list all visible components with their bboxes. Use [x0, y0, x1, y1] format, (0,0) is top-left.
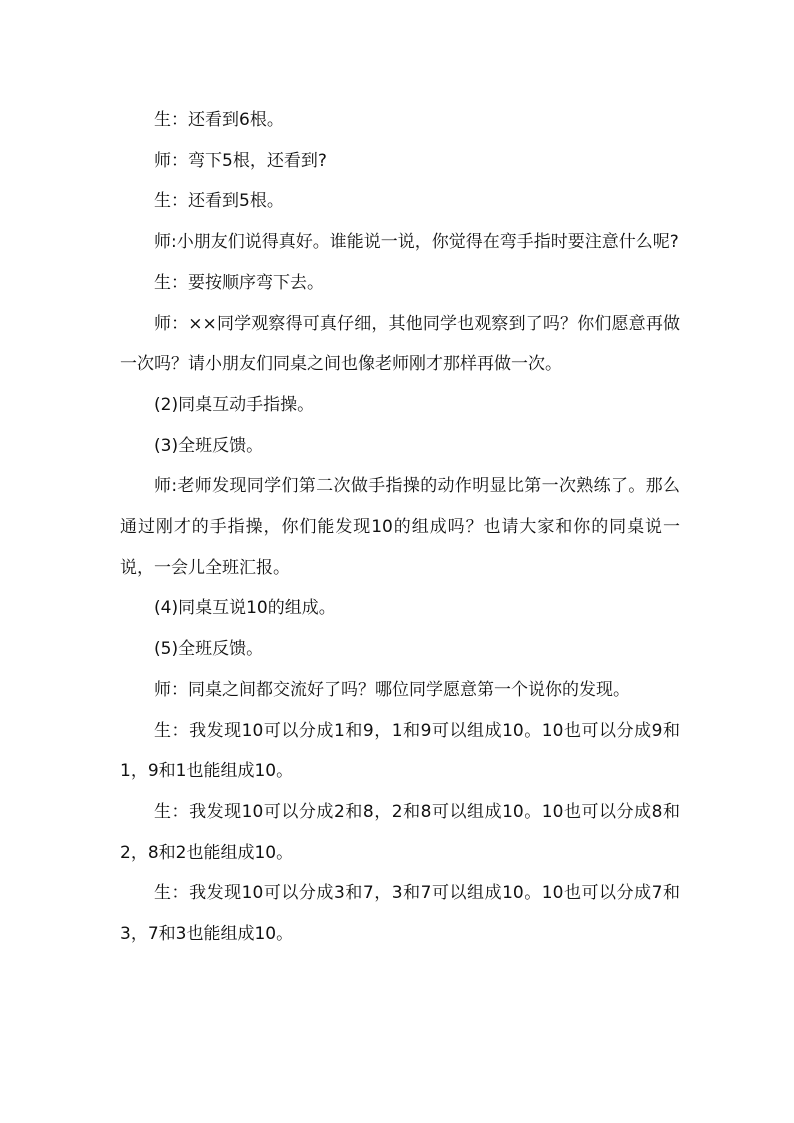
paragraph: 生：我发现10可以分成2和8，2和8可以组成10。10也可以分成8和2，8和2也能组成10。 — [120, 801, 680, 863]
paragraph: 生：要按顺序弯下去。 — [154, 272, 324, 293]
paragraph: 师：同桌之间都交流好了吗？哪位同学愿意第一个说你的发现。 — [154, 679, 630, 700]
paragraph: 师：弯下5根，还看到? — [154, 150, 327, 171]
paragraph: 师:老师发现同学们第二次做手指操的动作明显比第一次熟练了。那么通过刚才的手指操，你们能发现10的组成吗？也请大家和你的同桌说一说，一会儿全班汇报。 — [120, 476, 680, 578]
paragraph: 生：还看到5根。 — [154, 191, 284, 212]
paragraph: 生：我发现10可以分成3和7，3和7可以组成10。10也可以分成7和3，7和3也能组成10。 — [120, 883, 680, 945]
paragraph: 生：我发现10可以分成1和9，1和9可以组成10。10也可以分成9和1，9和1也能组成10。 — [120, 720, 680, 782]
paragraph: 生：还看到6根。 — [154, 110, 284, 130]
paragraph: (3)全班反馈。 — [154, 435, 264, 456]
paragraph: 师:小朋友们说得真好。谁能说一说，你觉得在弯手指时要注意什么呢? — [154, 232, 679, 253]
paragraph: (4)同桌互说10的组成。 — [154, 598, 336, 619]
paragraph: (2)同桌互动手指操。 — [154, 394, 315, 415]
paragraph: (5)全班反馈。 — [154, 639, 264, 660]
paragraph: 师：××同学观察得可真仔细，其他同学也观察到了吗？你们愿意再做一次吗？请小朋友们同桌之间也像老师刚才那样再做一次。 — [120, 313, 680, 375]
document-body — [120, 100, 680, 955]
